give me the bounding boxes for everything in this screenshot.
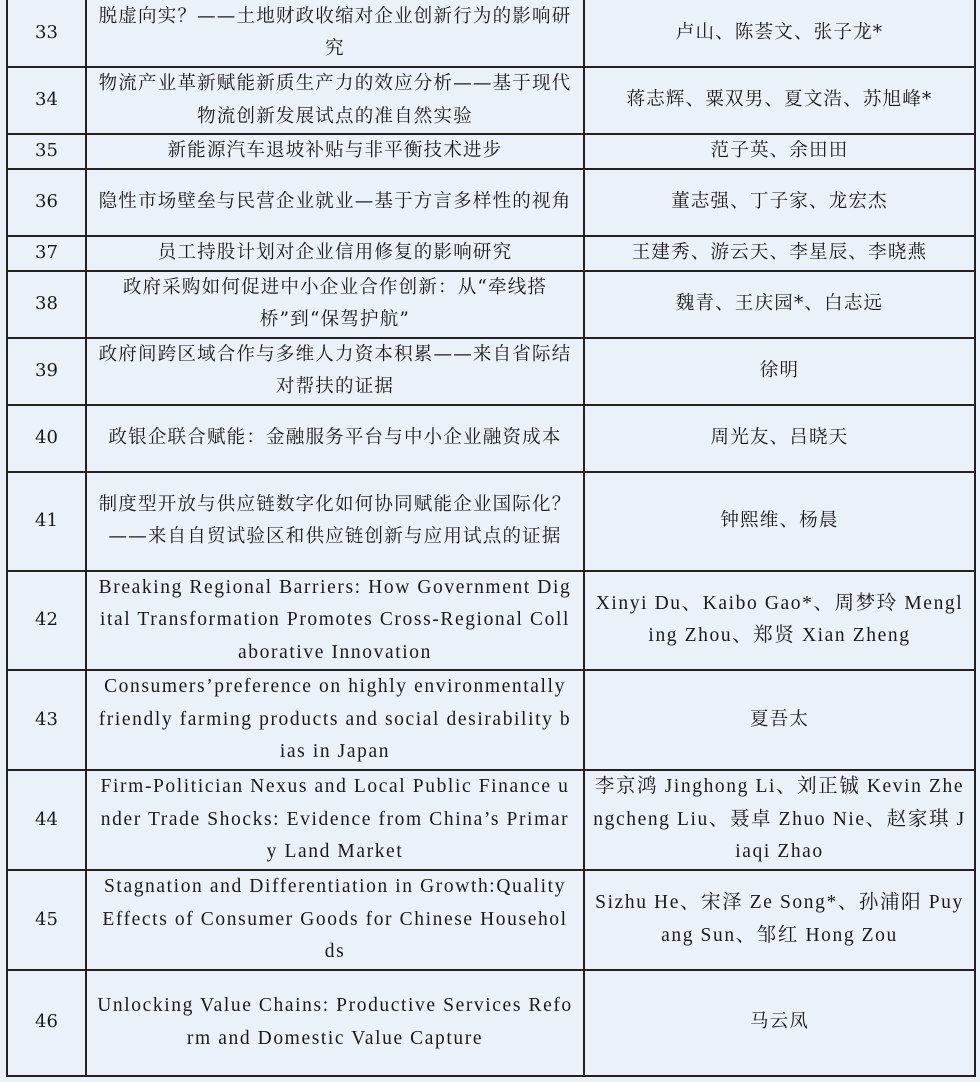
paper-title: Unlocking Value Chains: Productive Services Reform and Domestic Value Capture	[86, 970, 584, 1076]
paper-list-table	[6, 0, 976, 1077]
paper-authors: 蒋志辉、粟双男、夏文浩、苏旭峰*	[584, 67, 975, 134]
row-number: 35	[7, 134, 86, 169]
paper-authors: 董志强、丁子家、龙宏杰	[584, 169, 975, 236]
row-number: 37	[7, 236, 86, 271]
paper-title: 新能源汽车退坡补贴与非平衡技术进步	[86, 134, 584, 169]
paper-authors: 夏吾太	[584, 670, 975, 770]
table-row	[7, 405, 975, 472]
paper-title: Stagnation and Differentiation in Growth:Quality Effects of Consumer Goods for Chinese Households	[86, 870, 584, 970]
paper-title: 脱虚向实？——土地财政收缩对企业创新行为的影响研究	[86, 0, 584, 67]
paper-title: Consumers’preference on highly environmentally friendly farming products and social desirability bias in Japan	[86, 670, 584, 770]
table-row	[7, 970, 975, 1076]
paper-title: 隐性市场壁垒与民营企业就业—基于方言多样性的视角	[86, 169, 584, 236]
row-number: 34	[7, 67, 86, 134]
table-row	[7, 0, 975, 67]
paper-title: 政银企联合赋能：金融服务平台与中小企业融资成本	[86, 405, 584, 472]
table-row	[7, 870, 975, 970]
paper-title: Firm-Politician Nexus and Local Public Finance under Trade Shocks: Evidence from China’s Primary Land Market	[86, 770, 584, 870]
paper-title: 物流产业革新赋能新质生产力的效应分析——基于现代物流创新发展试点的准自然实验	[86, 67, 584, 134]
row-number: 39	[7, 338, 86, 405]
paper-title: 政府采购如何促进中小企业合作创新：从“牵线搭桥”到“保驾护航”	[86, 271, 584, 338]
table-row	[7, 770, 975, 870]
row-number: 45	[7, 870, 86, 970]
paper-title: 政府间跨区域合作与多维人力资本积累——来自省际结对帮扶的证据	[86, 338, 584, 405]
paper-authors: 钟熙维、杨晨	[584, 472, 975, 571]
table-row	[7, 67, 975, 134]
table-row	[7, 670, 975, 770]
table-row	[7, 236, 975, 271]
paper-authors: 马云凤	[584, 970, 975, 1076]
row-number: 36	[7, 169, 86, 236]
table-row	[7, 169, 975, 236]
paper-authors: Xinyi Du、Kaibo Gao*、周梦玲 Mengling Zhou、郑贤 Xian Zheng	[584, 571, 975, 671]
paper-authors: 王建秀、游云天、李星辰、李晓燕	[584, 236, 975, 271]
paper-authors: 徐明	[584, 338, 975, 405]
row-number: 43	[7, 670, 86, 770]
paper-authors: 魏青、王庆园*、白志远	[584, 271, 975, 338]
table-row	[7, 271, 975, 338]
row-number: 46	[7, 970, 86, 1076]
paper-title: 员工持股计划对企业信用修复的影响研究	[86, 236, 584, 271]
row-number: 38	[7, 271, 86, 338]
row-number: 41	[7, 472, 86, 571]
table-row	[7, 338, 975, 405]
paper-authors: Sizhu He、宋泽 Ze Song*、孙浦阳 Puyang Sun、邹红 Hong Zou	[584, 870, 975, 970]
row-number: 40	[7, 405, 86, 472]
paper-authors: 范子英、余田田	[584, 134, 975, 169]
row-number: 44	[7, 770, 86, 870]
paper-title: 制度型开放与供应链数字化如何协同赋能企业国际化？——来自自贸试验区和供应链创新与应用试点的证据	[86, 472, 584, 571]
table-row	[7, 134, 975, 169]
table-row	[7, 472, 975, 571]
row-number: 42	[7, 571, 86, 671]
paper-authors: 卢山、陈荟文、张子龙*	[584, 0, 975, 67]
row-number: 33	[7, 0, 86, 67]
paper-authors: 李京鸿 Jinghong Li、刘正铖 Kevin Zhengcheng Liu、聂卓 Zhuo Nie、赵家琪 Jiaqi Zhao	[584, 770, 975, 870]
table-row	[7, 571, 975, 671]
paper-title: Breaking Regional Barriers: How Government Digital Transformation Promotes Cross-Regional Collaborative Innovation	[86, 571, 584, 671]
paper-authors: 周光友、吕晓天	[584, 405, 975, 472]
